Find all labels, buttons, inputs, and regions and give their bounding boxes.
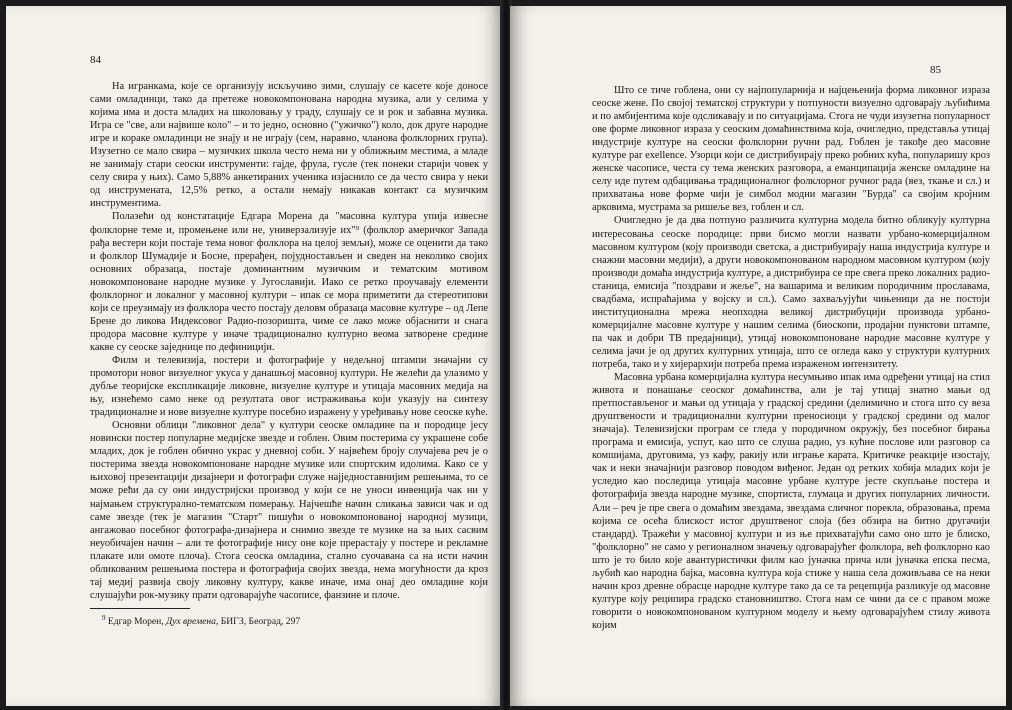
paragraph: Што се тиче гоблена, они су најпопуларнија и најцењенија форма ликовног израза сеоске жене. По својој тематској структури у потпуности визуелно одговарају љубићима и по амбијентима које одсликавају и по ситуацијама. Стога не чуди изузетна популарност ове форме ликовног израза у сеоским домаћинствима која, очигледно, представља утицај индустрије културе на сеоски фолклорни ручни рад. Гоблен је такође део масовне културе par exellence. Узорци који се дистрибуирају преко робних кућа, популаришу кроз женске часописе, честа су тема женских разговора, а еманципација женске омладине на селу иде путем одбацивања традиционалног фолклорног ручног рада (вез, ткање и сл.) и прихватања нове форме чији је симбол модни магазин "Бурда" са својим кројним арковима, мустрама за ришеље вез, гоблен и сл. [592,85,990,214]
paragraph: Филм и телевизија, постери и фотографије у недељној штампи значајни су промотори новог визуелног укуса у данашњој масовној култури. Не желећи да улазимо у дубље теоријске експликације ликовне, визуелне културе и утицаја масовних медија на њу, изнећемо само неке од резултата овог истраживања који указују на синтезу традиционалне и нове визуелне културе посебно изражену у уређивању нове сеоске куће. [90,354,488,419]
right-page [510,6,1006,706]
paragraph: На игранкама, које се организују искључиво зими, слушају се касете које доносе сами омладинци, тако да претеже новокомпонована народна музика, али у селима у којима има и доста младих на школовању у граду, слушају се и рок и забавна музика. Игра се "све, али највише коло" – и то једно, основно ("ужичко") коло, док друге народне игре и кораке омладинци не знају и не играју (сем, наравно, чланова фолклорних група). Изузетно се мало свира – музичких школа често нема ни у оближњим местима, а младе не занимају стари сеоски инструменти: гајде, фрула, гусле (тек понеки старији човек у селу свира у њих). Само 5,88% анкетираних ученика изјаснило се да често свира у неки од инструмената, 12,5% ретко, а остали немају никакав контакт са музичким инструментима. [90,81,488,210]
right-page-body [592,84,990,632]
left-page [6,6,502,706]
left-page-body [90,80,488,628]
paragraph: Основни облици "ликовног дела" у култури сеоске омладине па и породице јесу новински постер популарне медијске звезде и гоблен. Овим постерима су украшене собе младих, док је гоблен обично украс у дневној соби. У највећем броју случајева реч је о постерима звезда новокомпоноване народне музике или спортским идолима. Како се у њиховој презентацији дизајнери и фотографи служе најједноставнијим решењима, то се може рећи да су они индустријски производ у који се не уноси инвенција чак ни у најмањем структурално-тематском померању. Најчешће начин сликања зависи чак и од саме звезде (тек је магазин "Старт" пишући о новокомпонованој народној музици, ангажовао посебног фотографа-дизајнера и снимио звезде те музике на за њих сасвим неуобичајен начин – али те фотографије нису оне које прерастају у постере и рекламне плакате или омоте плоча). Стога сеоска омладина, стално суочавана са на исти начин обликованим решењима постера и фотографија својих звезда, нема могућности да кроз тај медиј развија своју ликовну културу, какве иначе, има онај део омладине који слушајући рок-музику прати одговарајуће часописе, фанзине и плоче. [90,420,488,601]
footnote-author: Едгар Морен, [107,616,164,628]
page-number-left: 84 [90,54,101,66]
footnote-marker: 9 [102,613,106,622]
footnote [102,612,488,628]
paragraph: Очигледно је да два потпуно различита културна модела битно обликују културна интересовања сеоске породице: први бисмо могли назвати урбано-комерцијалном масовном културом (коју производи светска, а дистрибуирају наша индустрија културе и снажни масовни медији), а други новокомпонованом народном масовном културом (коју производи домаћа индустрија културе, а дистрибуира се пре свега преко локалних радио-станица, емисија "поздрави и жеље", на вашарима и великим породичним прославама, свадбама, испраћајима у војску и сл.). Само захваљујући чињеници да не постоји институционална мрежа неопходна великој дистрибуцији производа урбано-комерцијалне масовне културе у нашим селима (биоскопи, продајни пунктови штампе, па чак и добри ТВ предајници), утицај новокомпоноване народне масовне културе у селима јачи је од других културних утицаја, што се огледа како у структури културних потреба, тако и у хијерархији потреба према израженом интензитету. [592,215,990,370]
footnote-divider [90,608,190,609]
page-number-right: 85 [930,64,941,76]
paragraph: Масовна урбана комерцијална култура несумњиво ипак има одређени утицај на стил живота и понашање сеоског домаћинства, али је тај утицај знатно мањи од претпостављеног и мањи од утицаја у градској средини (делимично и стога што су веза друштвености и традиционални културни преносиоци у градској средини од малог значаја). Телевизијски програм се гледа у породичном окружју, без посебног бирања програма и емисија, успут, као што се слуша радио, уз кућне послове или разговор са комшијама, друговима, уз кафу, ракију или играње карата. Критичке реакције изостају, чак и неки значајнији разговор поводом виђеног. Један од ретких хобија младих који је уследио као последица утицаја масовне урбане културе јесте скупљање постера и фотографија звезда народне музике, спортиста, глумаца и других популарних личности. Али – реч је пре свега о домаћим звездама, звездама сличног порекла, образовања, према којима се осећа блискост истог друштвеног слоја (без обзира на битно другачији стандард). Тражећи у масовној култури и из ње прихватајући само оно што је блиско, "фолклорно" не само у регионалном значењу одговарајућег фолклора, већ фолклорно као што је то било које авантуристички филм као јуначка прича или јуначка епска песма, љубић као народна бајка, масовна култура која стиже у наша села доживљава се на неки начин кроз древне обрасце народне културе тако да се та рецепција разликује од масовне културе коју реципира градско становништво. Стога нам се чини да се с правом може говорити о новокомпонованом културном моделу и њему одговарајућем стилу живота којим [592,372,990,631]
footnote-rest: , БИГЗ, Београд, 297 [215,616,301,628]
paragraph: Полазећи од констатације Едгара Морена да "масовна култура упија извесне фолклорне теме и, промењене или не, универзализује их"⁹ (фолклор америчког Запада рађа вестерн који постаје тема новог фолклора на целој земљи), може се оценити да тако и фолклор Шумадије и Босне, прерађен, појудностављен и сведен на неколико својих основних образаца, постаје доминантним музичким и тематским мотивом новокомпоноване народне музике у Југославији. Иако се ретко проучавају елементи фолклорног и локалног у масовној култури – ипак се мора приметити да стереотипови који се преузимају из фолклора често постају деловм образаца масовне културе – од Лепе Брене до ликова Индексовог Радио-позоришта, чиме се лако може објаснити и снага продора масовне културе у иначе традиционално културно веома затворене средине какве су сеоске заједнице по дефиницији. [90,211,488,353]
footnote-title: Дух времена [166,616,216,628]
